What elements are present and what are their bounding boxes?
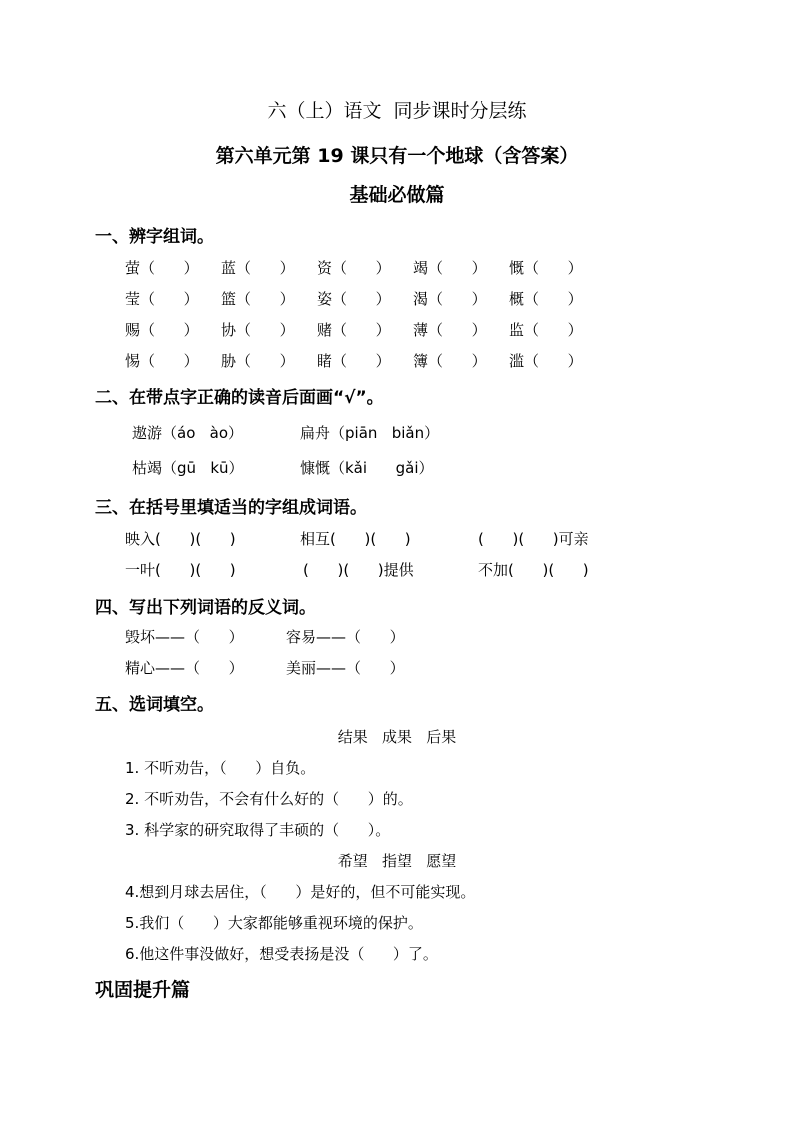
antonym-item: 精心——（ ） xyxy=(125,659,244,677)
pinyin-item: 慷慨（kǎi gǎi） xyxy=(300,459,434,477)
char-item: 协（ ） xyxy=(221,321,295,339)
pinyin-item: 枯竭（gū kū） xyxy=(132,459,244,477)
fill-question: 1. 不听劝告，（ ）自负。 xyxy=(125,759,316,777)
char-item: 监（ ） xyxy=(509,321,583,339)
part-heading-advanced: 巩固提升篇 xyxy=(95,979,191,1001)
word-fill-item: 映入( )( ) xyxy=(125,530,236,548)
fill-question: 3. 科学家的研究取得了丰硕的（ ）。 xyxy=(125,821,391,839)
pinyin-item: 遨游（áo ào） xyxy=(132,424,244,442)
word-fill-item: 不加( )( ) xyxy=(478,561,589,579)
antonym-item: 毁坏——（ ） xyxy=(125,628,244,646)
fill-question: 5.我们（ ）大家都能够重视环境的保护。 xyxy=(125,914,423,932)
pinyin-item: 扁舟（piān biǎn） xyxy=(300,424,440,442)
char-item: 慨（ ） xyxy=(509,259,583,277)
section-2-heading: 二、在带点字正确的读音后面画“√”。 xyxy=(95,388,384,408)
char-item: 蓝（ ） xyxy=(221,259,295,277)
char-item: 滥（ ） xyxy=(509,352,583,370)
word-choices-2: 希望 指望 愿望 xyxy=(337,852,457,870)
char-item: 资（ ） xyxy=(317,259,391,277)
word-choices-1: 结果 成果 后果 xyxy=(337,728,457,746)
fill-question: 4.想到月球去居住，（ ）是好的，但不可能实现。 xyxy=(125,883,476,901)
section-4-heading: 四、写出下列词语的反义词。 xyxy=(95,598,316,618)
char-item: 睹（ ） xyxy=(317,352,391,370)
antonym-item: 容易——（ ） xyxy=(286,628,405,646)
word-fill-item: 一叶( )( ) xyxy=(125,561,236,579)
fill-question: 6.他这件事没做好，想受表扬是没（ ）了。 xyxy=(125,945,438,963)
fill-question: 2. 不听劝告，不会有什么好的（ ）的。 xyxy=(125,790,413,808)
char-item: 赌（ ） xyxy=(317,321,391,339)
char-item: 姿（ ） xyxy=(317,290,391,308)
antonym-item: 美丽——（ ） xyxy=(286,659,405,677)
word-fill-item: ( )( )提供 xyxy=(303,561,414,579)
char-item: 簿（ ） xyxy=(413,352,487,370)
char-item: 莹（ ） xyxy=(125,290,199,308)
char-item: 惕（ ） xyxy=(125,352,199,370)
lesson-subtitle: 第六单元第 19 课只有一个地球（含答案） xyxy=(215,145,579,167)
char-item: 萤（ ） xyxy=(125,259,199,277)
char-item: 渴（ ） xyxy=(413,290,487,308)
document-title: 六（上）语文 同步课时分层练 xyxy=(267,100,527,122)
char-item: 赐（ ） xyxy=(125,321,199,339)
char-item: 竭（ ） xyxy=(413,259,487,277)
word-fill-item: 相互( )( ) xyxy=(300,530,411,548)
section-3-heading: 三、在括号里填适当的字组成词语。 xyxy=(95,498,367,518)
word-fill-item: ( )( )可亲 xyxy=(478,530,589,548)
char-item: 胁（ ） xyxy=(221,352,295,370)
char-item: 薄（ ） xyxy=(413,321,487,339)
char-item: 概（ ） xyxy=(509,290,583,308)
char-item: 篮（ ） xyxy=(221,290,295,308)
part-heading-basic: 基础必做篇 xyxy=(349,184,445,206)
section-5-heading: 五、选词填空。 xyxy=(95,695,214,715)
section-1-heading: 一、辨字组词。 xyxy=(95,227,214,247)
